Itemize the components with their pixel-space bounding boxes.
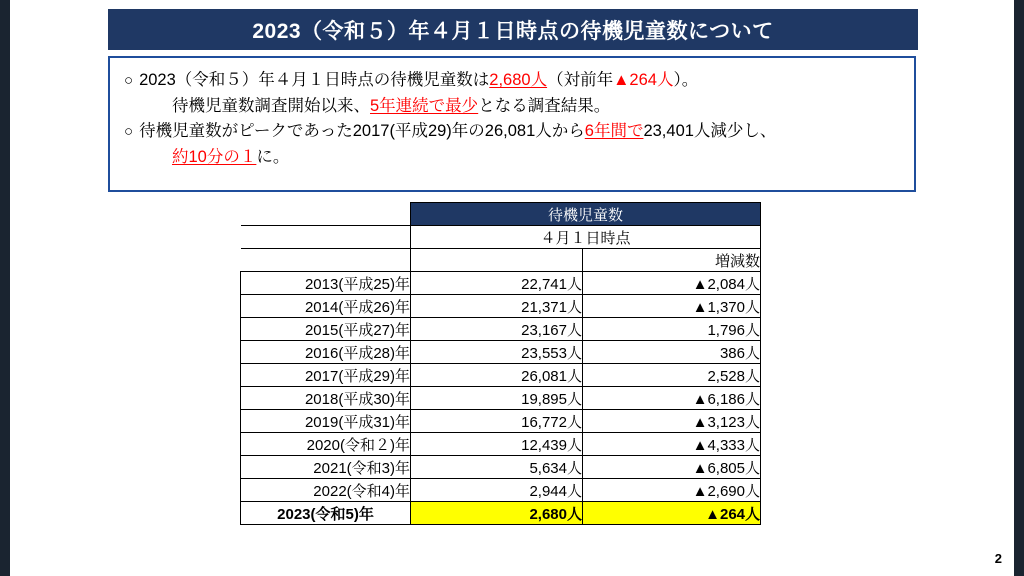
cell-diff: ▲2,690人 — [583, 479, 761, 502]
table-header-row-3 — [241, 249, 761, 272]
header-diff-label: 増減数 — [583, 249, 761, 272]
note-3-highlight: 6年間で — [584, 122, 644, 141]
cell-diff: 1,796人 — [583, 318, 761, 341]
cell-diff: 386人 — [583, 341, 761, 364]
header-main-label: 待機児童数 — [411, 203, 761, 226]
note-1-highlight-count: 2,680人 — [489, 71, 548, 89]
note-4-post: に。 — [256, 147, 290, 166]
cell-year: 2016(平成28)年 — [241, 341, 411, 364]
cell-diff: ▲1,370人 — [583, 295, 761, 318]
note-1-post: ）。 — [673, 71, 699, 89]
table-row — [241, 295, 761, 318]
table-row — [241, 410, 761, 433]
cell-year: 2020(令和２)年 — [241, 433, 411, 456]
table-row — [241, 479, 761, 502]
page-number: 2 — [994, 551, 1002, 566]
note-1-mid: （対前年 — [547, 71, 614, 89]
table-row — [241, 387, 761, 410]
note-2-highlight: 5年連続で最少 — [370, 96, 479, 115]
cell-diff: ▲264人 — [583, 502, 761, 525]
cell-diff: ▲2,084人 — [583, 272, 761, 295]
table-row — [241, 364, 761, 387]
cell-count: 5,634人 — [411, 456, 583, 479]
cell-count: 19,895人 — [411, 387, 583, 410]
table-header — [241, 203, 761, 272]
cell-count: 21,371人 — [411, 295, 583, 318]
cell-year: 2019(平成31)年 — [241, 410, 411, 433]
note-4-highlight: 約10分の１ — [172, 147, 257, 166]
cell-year: 2015(平成27)年 — [241, 318, 411, 341]
left-edge-band — [0, 0, 10, 576]
cell-year: 2018(平成30)年 — [241, 387, 411, 410]
cell-year: 2017(平成29)年 — [241, 364, 411, 387]
cell-year: 2014(平成26)年 — [241, 295, 411, 318]
note-2-pre: 待機児童数調査開始以来、 — [172, 96, 370, 115]
slide-title-bar — [108, 9, 918, 50]
table-header-row-1 — [241, 203, 761, 226]
waiting-children-table-wrapper — [240, 202, 761, 525]
cell-count: 16,772人 — [411, 410, 583, 433]
right-edge-band — [1014, 0, 1024, 576]
cell-count: 22,741人 — [411, 272, 583, 295]
note-3-pre: 待機児童数がピークであった2017(平成29)年の26,081人から — [139, 122, 585, 141]
cell-count: 23,167人 — [411, 318, 583, 341]
header-corner-blank-2 — [241, 226, 411, 249]
note-line-4 — [124, 145, 900, 171]
cell-diff: ▲4,333人 — [583, 433, 761, 456]
cell-year: 2021(令和3)年 — [241, 456, 411, 479]
page-title: 2023（令和５）年４月１日時点の待機児童数について — [252, 19, 774, 43]
table-row — [241, 318, 761, 341]
table-row — [241, 456, 761, 479]
header-corner-blank — [241, 203, 411, 226]
bullet-icon: ○ — [124, 72, 134, 89]
cell-year: 2023(令和5)年 — [241, 502, 411, 525]
waiting-children-table — [240, 202, 761, 525]
note-3-post: 23,401人減少し、 — [643, 122, 777, 141]
cell-count: 12,439人 — [411, 433, 583, 456]
table-header-row-2 — [241, 226, 761, 249]
cell-count: 26,081人 — [411, 364, 583, 387]
table-body — [241, 272, 761, 525]
table-row — [241, 341, 761, 364]
table-row — [241, 272, 761, 295]
cell-diff: ▲6,186人 — [583, 387, 761, 410]
cell-count: 23,553人 — [411, 341, 583, 364]
note-1-pre: 2023（令和５）年４月１日時点の待機児童数は — [139, 71, 490, 89]
note-line-3 — [124, 119, 900, 145]
cell-year: 2013(平成25)年 — [241, 272, 411, 295]
cell-diff: 2,528人 — [583, 364, 761, 387]
note-2-post: となる調査結果。 — [478, 96, 611, 115]
table-row — [241, 433, 761, 456]
note-line-1 — [124, 68, 900, 94]
cell-count: 2,680人 — [411, 502, 583, 525]
cell-diff: ▲6,805人 — [583, 456, 761, 479]
cell-year: 2022(令和4)年 — [241, 479, 411, 502]
note-line-2 — [124, 94, 900, 120]
table-row — [241, 502, 761, 525]
note-1-highlight-diff: ▲264人 — [613, 71, 674, 89]
cell-diff: ▲3,123人 — [583, 410, 761, 433]
header-count-blank — [411, 249, 583, 272]
header-corner-blank-3 — [241, 249, 411, 272]
cell-count: 2,944人 — [411, 479, 583, 502]
summary-notes-box — [108, 56, 916, 192]
header-sub-label: ４月１日時点 — [411, 226, 761, 249]
bullet-icon-2: ○ — [124, 123, 134, 141]
